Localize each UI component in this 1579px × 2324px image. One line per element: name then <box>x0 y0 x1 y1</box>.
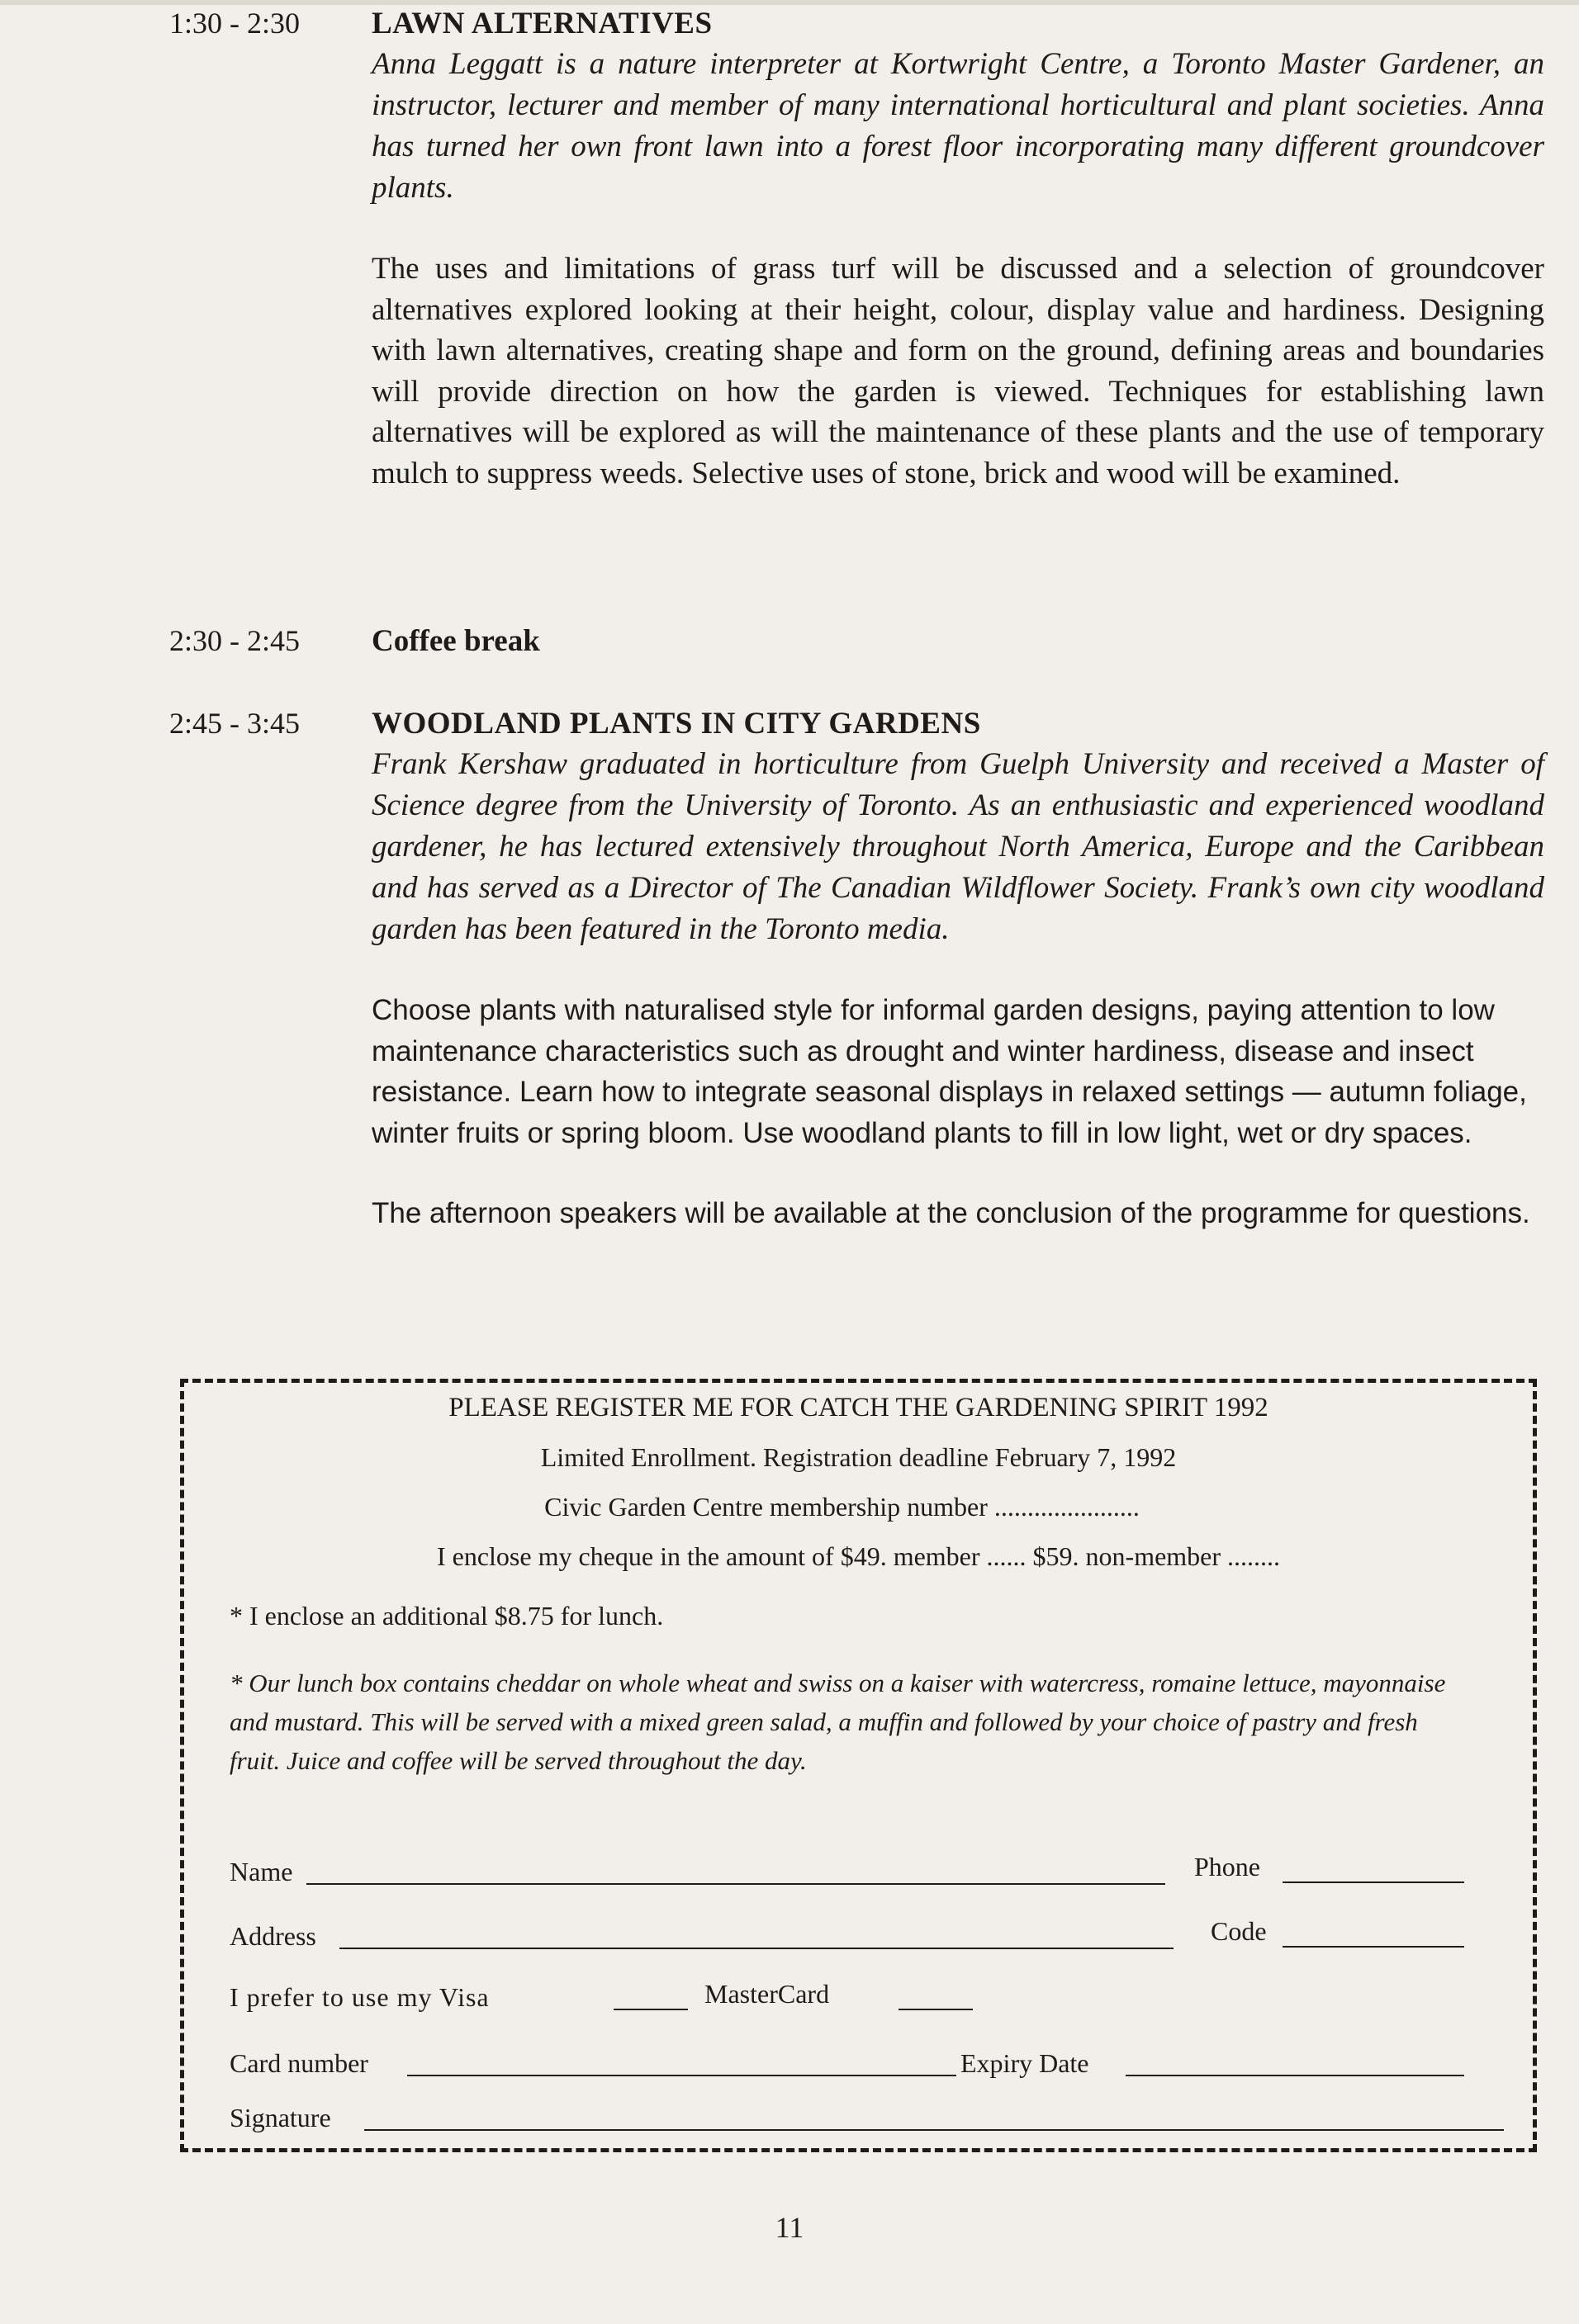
session-title: Coffee break <box>372 624 540 658</box>
expiry-date-label: Expiry Date <box>960 2048 1089 2078</box>
mastercard-label: MasterCard <box>704 1979 830 2009</box>
signature-label: Signature <box>230 2103 331 2132</box>
name-label: Name <box>230 1857 293 1886</box>
lunch-note: * Our lunch box contains cheddar on whole wheat and swiss on a kaiser with watercress, romaine lettuce, mayonnaise and mustard. This will be served with a mixed green salad, a muffin and followed by your choice of pastry and fresh fruit. Juice and coffee will be served throughout the day. <box>230 1668 1446 1775</box>
expiry-date-field[interactable] <box>1126 2075 1464 2076</box>
phone-label: Phone <box>1194 1852 1260 1881</box>
page-number: 11 <box>775 2211 804 2244</box>
session-title: LAWN ALTERNATIVES <box>372 7 713 40</box>
session-time: 2:45 - 3:45 <box>169 707 300 740</box>
address-field[interactable] <box>339 1948 1174 1949</box>
session-closing-note: The afternoon speakers will be available at the conclusion of the programme for questions. <box>372 1197 1530 1229</box>
form-title: PLEASE REGISTER ME FOR CATCH THE GARDENING SPIRIT 1992 <box>448 1393 1268 1422</box>
form-cheque: I enclose my cheque in the amount of $49. member ...... $59. non-member ........ <box>436 1541 1281 1571</box>
speaker-bio: Frank Kershaw graduated in horticulture from Guelph University and received a Master of Science degree from the University of Toronto. As an enthusiastic and experienced woodland gardener, he has lectured extensively throughout North America, Europe and the Caribbean and has served as a Director of The Canadian Wildflower Society. Frank’s own city woodland garden has been featured in the Toronto media. <box>372 747 1544 946</box>
name-field[interactable] <box>306 1883 1165 1885</box>
session-time: 2:30 - 2:45 <box>169 624 300 657</box>
code-label: Code <box>1211 1916 1267 1946</box>
card-number-label: Card number <box>230 2048 368 2078</box>
signature-field[interactable] <box>364 2129 1504 2131</box>
registration-form <box>180 1379 1537 2152</box>
phone-field[interactable] <box>1283 1881 1464 1883</box>
address-label: Address <box>230 1921 316 1951</box>
session-description: Choose plants with naturalised style for informal garden designs, paying attention to low maintenance characteristics such as drought and winter hardiness, disease and insect resistance. Learn how to integrate seasonal displays in relaxed settings — autumn foliage, winter fruits or spring bloom. Use woodland plants to fill in low light, wet or dry spaces. <box>372 994 1527 1149</box>
form-lunch-option: * I enclose an additional $8.75 for lunch. <box>230 1601 664 1631</box>
card-number-field[interactable] <box>407 2075 956 2076</box>
session-time: 1:30 - 2:30 <box>169 7 300 40</box>
session-description: The uses and limitations of grass turf will be discussed and a selection of groundcover alternatives explored looking at their height, colour, display value and hardiness. Designing with lawn alternatives, creating shape and form on the ground, defining areas and boundaries will provide direction on how the garden is viewed. Techniques for establishing lawn alternatives will be explored as will the maintenance of these plants and the use of temporary mulch to suppress weeds. Selective uses of stone, brick and wood will be examined. <box>372 252 1544 490</box>
code-field[interactable] <box>1283 1946 1464 1948</box>
session-title: WOODLAND PLANTS IN CITY GARDENS <box>372 707 981 741</box>
mastercard-option[interactable] <box>899 2009 973 2010</box>
payment-label: I prefer to use my Visa <box>230 1982 490 2012</box>
visa-option[interactable] <box>614 2009 688 2010</box>
form-membership: Civic Garden Centre membership number ...................... <box>544 1492 1140 1522</box>
speaker-bio: Anna Leggatt is a nature interpreter at Kortwright Centre, a Toronto Master Gardener, an instructor, lecturer and member of many international horticultural and plant societies. Anna has turned her own front lawn into a forest floor incorporating many different groundcover plants. <box>372 47 1544 205</box>
form-enrollment: Limited Enrollment. Registration deadline February 7, 1992 <box>540 1442 1177 1472</box>
